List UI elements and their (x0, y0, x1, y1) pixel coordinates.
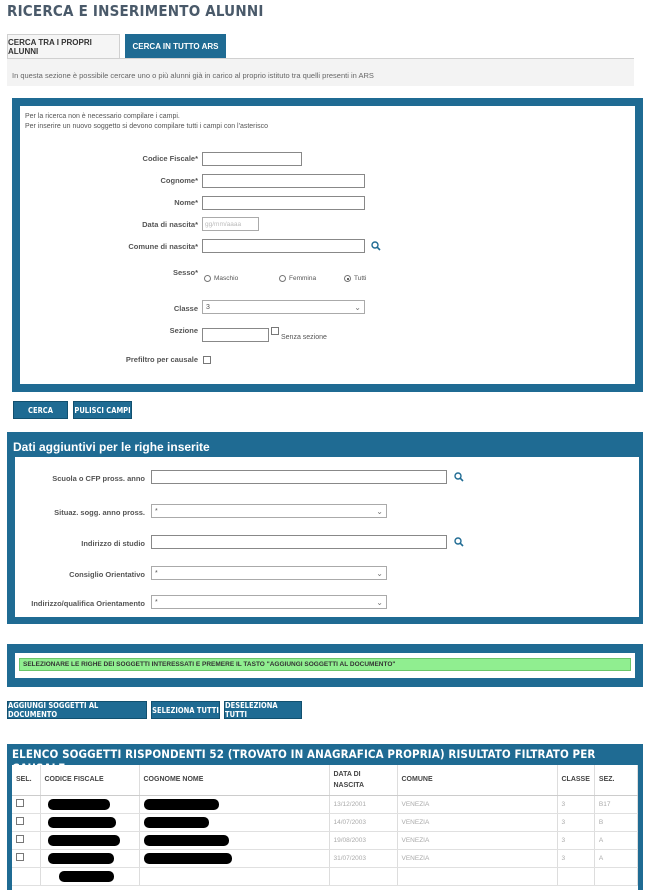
cell-comune: VENEZIA (397, 849, 557, 867)
redacted-block (48, 817, 116, 828)
radio-circle (204, 275, 211, 282)
cell-codice-fiscale (40, 831, 139, 849)
tab-cerca-propri-alunni[interactable]: CERCA TRA I PROPRI ALUNNI (7, 34, 120, 59)
row-checkbox[interactable] (16, 853, 24, 861)
codice-fiscale-label: Codice Fiscale* (142, 154, 198, 163)
col-classe: CLASSE (557, 765, 594, 795)
cell-data: 13/12/2001 (329, 795, 397, 813)
radio-circle (279, 275, 286, 282)
seleziona-tutti-button[interactable]: SELEZIONA TUTTI (151, 701, 220, 719)
col-sel: SEL. (12, 765, 40, 795)
search-icon (371, 241, 381, 251)
radio-circle-checked (344, 275, 351, 282)
cell-data: 31/07/2003 (329, 849, 397, 867)
extra-data-panel (7, 432, 643, 624)
cell-sez: A (594, 831, 637, 849)
extra-data-form (15, 457, 639, 617)
cell-classe: 3 (557, 849, 594, 867)
tab-cerca-tutto-ars[interactable]: CERCA IN TUTTO ARS (125, 34, 226, 58)
senza-sezione-label: Senza sezione (281, 334, 327, 341)
cell-cognome-nome (139, 813, 329, 831)
search-panel (12, 98, 643, 392)
cell-codice-fiscale (40, 849, 139, 867)
nome-input[interactable] (202, 196, 365, 210)
sesso-maschio-radio[interactable]: Maschio (204, 275, 238, 282)
page-title: RICERCA E INSERIMENTO ALUNNI (7, 2, 264, 20)
redacted-block (48, 853, 114, 864)
redacted-block (144, 817, 209, 828)
redacted-block (144, 835, 229, 846)
cell-cognome-nome (139, 795, 329, 813)
sezione-input[interactable] (202, 328, 269, 342)
redacted-block (48, 799, 110, 810)
cell-data: 19/08/2003 (329, 831, 397, 849)
col-sez: SEZ. (594, 765, 637, 795)
data-nascita-label: Data di nascita* (142, 220, 198, 229)
scuola-label: Scuola o CFP pross. anno (52, 474, 145, 483)
results-table (12, 765, 638, 886)
cell-cognome-nome (139, 831, 329, 849)
results-panel (7, 744, 643, 890)
chevron-down-icon: ⌄ (376, 568, 383, 578)
classe-select[interactable]: 3 ⌄ (202, 300, 365, 314)
nome-label: Nome* (174, 198, 198, 207)
cerca-button[interactable]: CERCA (13, 401, 68, 419)
cell-codice-fiscale (40, 813, 139, 831)
data-nascita-input[interactable]: gg/mm/aaaa (202, 217, 259, 231)
col-data-nascita: DATA DI NASCITA (329, 765, 397, 795)
cell-comune: VENEZIA (397, 795, 557, 813)
search-icon (454, 472, 464, 482)
consiglio-label: Consiglio Orientativo (69, 570, 145, 579)
cell-data: 14/07/2003 (329, 813, 397, 831)
row-checkbox[interactable] (16, 835, 24, 843)
cell-cognome-nome (139, 849, 329, 867)
cell-sez: A (594, 849, 637, 867)
sesso-femmina-radio[interactable]: Femmina (279, 275, 316, 282)
redacted-block (59, 871, 114, 882)
info-bar (7, 58, 634, 86)
results-title: ELENCO SOGGETTI RISPONDENTI 52 (TROVATO IN ANAGRAFICA PROPRIA) RISULTATO FILTRATO PER (12, 747, 596, 761)
cognome-input[interactable] (202, 174, 365, 188)
cell-classe: 3 (557, 831, 594, 849)
codice-fiscale-input[interactable] (202, 152, 302, 166)
situazione-select[interactable]: * ⌄ (151, 504, 387, 518)
cell-classe: 3 (557, 795, 594, 813)
info-text: In questa sezione è possibile cercare uno o più alunni già in carico al proprio istituto tra quelli presenti in ARS (12, 71, 374, 80)
senza-sezione-checkbox[interactable] (271, 327, 279, 335)
qualifica-select[interactable]: * ⌄ (151, 595, 387, 609)
scuola-input[interactable] (151, 470, 447, 484)
cell-sez: B17 (594, 795, 637, 813)
row-checkbox[interactable] (16, 799, 24, 807)
prefiltro-label: Prefiltro per causale (125, 355, 198, 364)
col-cognome-nome: COGNOME NOME (139, 765, 329, 795)
cognome-label: Cognome* (160, 176, 198, 185)
chevron-down-icon: ⌄ (376, 506, 383, 516)
redacted-block (144, 799, 219, 810)
search-form (20, 106, 635, 384)
cell-comune: VENEZIA (397, 813, 557, 831)
sezione-label: Sezione (169, 326, 198, 335)
situazione-label: Situaz. sogg. anno pross. (54, 508, 145, 517)
redacted-block (144, 853, 232, 864)
qualifica-label: Indirizzo/qualifica Orientamento (31, 599, 145, 608)
sesso-tutti-radio[interactable]: Tutti (344, 275, 366, 282)
extra-panel-title: Dati aggiuntivi per le righe inserite (13, 440, 210, 454)
indirizzo-search-button[interactable] (451, 535, 466, 549)
classe-label: Classe (173, 304, 198, 313)
prefiltro-checkbox[interactable] (203, 356, 211, 364)
table-header-row (12, 765, 638, 795)
consiglio-select[interactable]: * ⌄ (151, 566, 387, 580)
cell-codice-fiscale (40, 867, 139, 885)
scuola-search-button[interactable] (451, 470, 466, 484)
comune-nascita-label: Comune di nascita* (128, 242, 198, 251)
chevron-down-icon: ⌄ (376, 597, 383, 607)
col-codice-fiscale: CODICE FISCALE (40, 765, 139, 795)
search-icon (454, 537, 464, 547)
comune-nascita-input[interactable] (202, 239, 365, 253)
col-comune: COMUNE (397, 765, 557, 795)
notice-panel (7, 644, 643, 687)
pulisci-campi-button[interactable]: PULISCI CAMPI (73, 401, 132, 419)
table-row[interactable] (12, 831, 638, 849)
cell-codice-fiscale (40, 795, 139, 813)
aggiungi-soggetti-button[interactable]: AGGIUNGI SOGGETTI AL DOCUMENTO (7, 701, 147, 719)
row-checkbox[interactable] (16, 817, 24, 825)
sesso-label: Sesso* (172, 268, 198, 277)
notice-message: SELEZIONARE LE RIGHE DEI SOGGETTI INTERESSATI E PREMERE IL TASTO "AGGIUNGI SOGGETTI AL DOCUMENTO" (19, 658, 631, 671)
form-hint: Per la ricerca non è necessario compilare i campi. Per inserire un nuovo soggetto si devono compilare tutti i campi con l'asterisco (25, 113, 268, 130)
indirizzo-studio-input[interactable] (151, 535, 447, 549)
table-row[interactable] (12, 849, 638, 867)
chevron-down-icon: ⌄ (354, 302, 361, 312)
comune-search-button[interactable] (368, 239, 383, 253)
indirizzo-studio-label: Indirizzo di studio (81, 539, 145, 548)
table-row[interactable] (12, 795, 638, 813)
cell-comune: VENEZIA (397, 831, 557, 849)
deseleziona-tutti-button[interactable]: DESELEZIONA TUTTI (224, 701, 302, 719)
cell-sez: B (594, 813, 637, 831)
table-row[interactable] (12, 867, 638, 885)
table-row[interactable] (12, 813, 638, 831)
cell-classe: 3 (557, 813, 594, 831)
redacted-block (48, 835, 120, 846)
